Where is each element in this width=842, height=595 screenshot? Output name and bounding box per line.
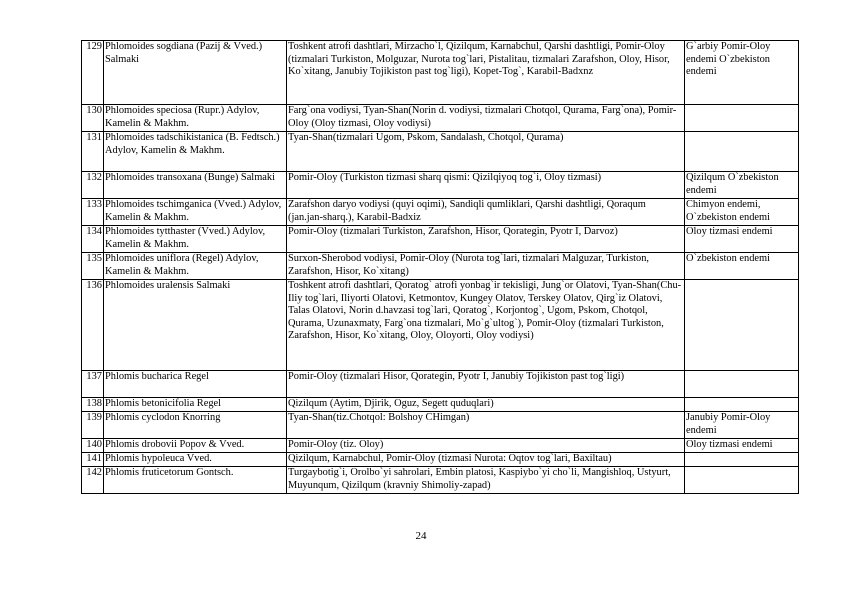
distribution-area: Qizilqum, Karnabchul, Pomir-Oloy (tizmasi Nurota: Oqtov tog`lari, Baxiltau) xyxy=(287,453,685,467)
endemic-status xyxy=(685,453,799,467)
row-number: 132 xyxy=(82,172,104,199)
table-row xyxy=(82,467,799,494)
species-name: Phlomoides tytthaster (Vved.) Adylov, Kamelin & Makhm. xyxy=(104,226,287,253)
distribution-area: Tyan-Shan(tiz.Chotqol: Bolshoy CHimgan) xyxy=(287,412,685,439)
table-row xyxy=(82,439,799,453)
endemic-status: Oloy tizmasi endemi xyxy=(685,439,799,453)
endemic-status xyxy=(685,467,799,494)
row-number: 129 xyxy=(82,41,104,105)
species-name: Phlomis betonicifolia Regel xyxy=(104,398,287,412)
row-number: 135 xyxy=(82,253,104,280)
row-number: 139 xyxy=(82,412,104,439)
endemic-status: Oloy tizmasi endemi xyxy=(685,226,799,253)
row-number: 136 xyxy=(82,280,104,371)
row-number: 138 xyxy=(82,398,104,412)
table-row xyxy=(82,253,799,280)
species-name: Phlomis cyclodon Knorring xyxy=(104,412,287,439)
endemic-status: Janubiy Pomir-Oloy endemi xyxy=(685,412,799,439)
table-row xyxy=(82,280,799,371)
species-name: Phlomis bucharica Regel xyxy=(104,371,287,398)
table-row xyxy=(82,453,799,467)
row-number: 141 xyxy=(82,453,104,467)
table-row xyxy=(82,172,799,199)
distribution-area: Pomir-Oloy (tizmalari Turkiston, Zarafshon, Hisor, Qorategin, Pyotr I, Darvoz) xyxy=(287,226,685,253)
distribution-area: Toshkent atrofi dashtlari, Qoratog` atrofi yonbag`ir tekisligi, Jung`or Olatovi, Tyan-Shan(Chu-Iliy tog`lari, Iliyorti Olatovi, Ketmontov, Kungey Olatov, Terskey Olatov, Qirg`iz Olatovi, Talas Olatovi, Norin d.havzasi tog`lari, Qoratog`, Korjontog`, Ugom, Pskom, Chotqol, Qurama, Uzunaxmaty, Farg`ona tizmalari, Mo`g`ultog`), Pomir-Oloy (tizmalari Turkiston, Zarafshon, Hisor, Ko`xitang, Oloy, Oloyorti, Oloy vodiysi) xyxy=(287,280,685,371)
table-row xyxy=(82,199,799,226)
table-row xyxy=(82,132,799,172)
endemic-status xyxy=(685,371,799,398)
endemic-status: O`zbekiston endemi xyxy=(685,253,799,280)
species-name: Phlomoides transoxana (Bunge) Salmaki xyxy=(104,172,287,199)
species-name: Phlomis hypoleuca Vved. xyxy=(104,453,287,467)
table-row xyxy=(82,226,799,253)
row-number: 142 xyxy=(82,467,104,494)
table-row xyxy=(82,412,799,439)
row-number: 130 xyxy=(82,105,104,132)
species-name: Phlomoides tadschikistanica (B. Fedtsch.) Adylov, Kamelin & Makhm. xyxy=(104,132,287,172)
endemic-status: G`arbiy Pomir-Oloy endemi O`zbekiston endemi xyxy=(685,41,799,105)
row-number: 134 xyxy=(82,226,104,253)
species-name: Phlomis fruticetorum Gontsch. xyxy=(104,467,287,494)
table-row xyxy=(82,398,799,412)
distribution-area: Surxon-Sherobod vodiysi, Pomir-Oloy (Nurota tog`lari, tizmalari Malguzar, Turkiston, Zarafshon, Hisor, Ko`xitang) xyxy=(287,253,685,280)
endemic-status: Chimyon endemi, O`zbekiston endemi xyxy=(685,199,799,226)
table-row xyxy=(82,371,799,398)
distribution-area: Qizilqum (Aytim, Djirik, Oguz, Segett quduqlari) xyxy=(287,398,685,412)
species-name: Phlomoides tschimganica (Vved.) Adylov, Kamelin & Makhm. xyxy=(104,199,287,226)
endemic-status xyxy=(685,280,799,371)
row-number: 140 xyxy=(82,439,104,453)
species-name: Phlomoides sogdiana (Pazij & Vved.) Salmaki xyxy=(104,41,287,105)
endemic-status xyxy=(685,105,799,132)
distribution-area: Pomir-Oloy (tizmalari Hisor, Qorategin, Pyotr I, Janubiy Tojikiston past tog`ligi) xyxy=(287,371,685,398)
distribution-area: Toshkent atrofi dashtlari, Mirzacho`l, Qizilqum, Karnabchul, Qarshi dashtligi, Pomir-Oloy (tizmalari Turkiston, Molguzar, Nurota tog`lari, Pistalitau, tizmalari Zarafshon, Oloy, Hisor, Ko`xitang, Janubiy Tojikiston past tog`ligi), Kopet-Tog`, Karabil-Badxnz xyxy=(287,41,685,105)
species-name: Phlomis drobovii Popov & Vved. xyxy=(104,439,287,453)
species-name: Phlomoides uniflora (Regel) Adylov, Kamelin & Makhm. xyxy=(104,253,287,280)
distribution-area: Turgaybotig`i, Orolbo`yi sahrolari, Embin platosi, Kaspiybo`yi cho`li, Mangishloq, Ustyurt, Muyunqum, Qizilqum (kravniy Shimoliy-zapad) xyxy=(287,467,685,494)
endemic-status: Qizilqum O`zbekiston endemi xyxy=(685,172,799,199)
distribution-area: Pomir-Oloy (tiz. Oloy) xyxy=(287,439,685,453)
page-number: 24 xyxy=(415,530,427,542)
distribution-area: Pomir-Oloy (Turkiston tizmasi sharq qismi: Qizilqiyoq tog`i, Oloy tizmasi) xyxy=(287,172,685,199)
row-number: 133 xyxy=(82,199,104,226)
distribution-area: Tyan-Shan(tizmalari Ugom, Pskom, Sandalash, Chotqol, Qurama) xyxy=(287,132,685,172)
distribution-area: Zarafshon daryo vodiysi (quyi oqimi), Sandiqli qumliklari, Qarshi dashtligi, Qoraqum (jan.jan-sharq.), Karabil-Badxiz xyxy=(287,199,685,226)
table-row xyxy=(82,105,799,132)
species-name: Phlomoides speciosa (Rupr.) Adylov, Kamelin & Makhm. xyxy=(104,105,287,132)
endemic-status xyxy=(685,132,799,172)
endemic-status xyxy=(685,398,799,412)
table-row xyxy=(82,41,799,105)
distribution-area: Farg`ona vodiysi, Tyan-Shan(Norin d. vodiysi, tizmalari Chotqol, Qurama, Farg`ona), Pomir-Oloy (Oloy tizmasi, Oloy vodiysi) xyxy=(287,105,685,132)
species-table xyxy=(81,40,799,494)
row-number: 131 xyxy=(82,132,104,172)
species-name: Phlomoides uralensis Salmaki xyxy=(104,280,287,371)
row-number: 137 xyxy=(82,371,104,398)
